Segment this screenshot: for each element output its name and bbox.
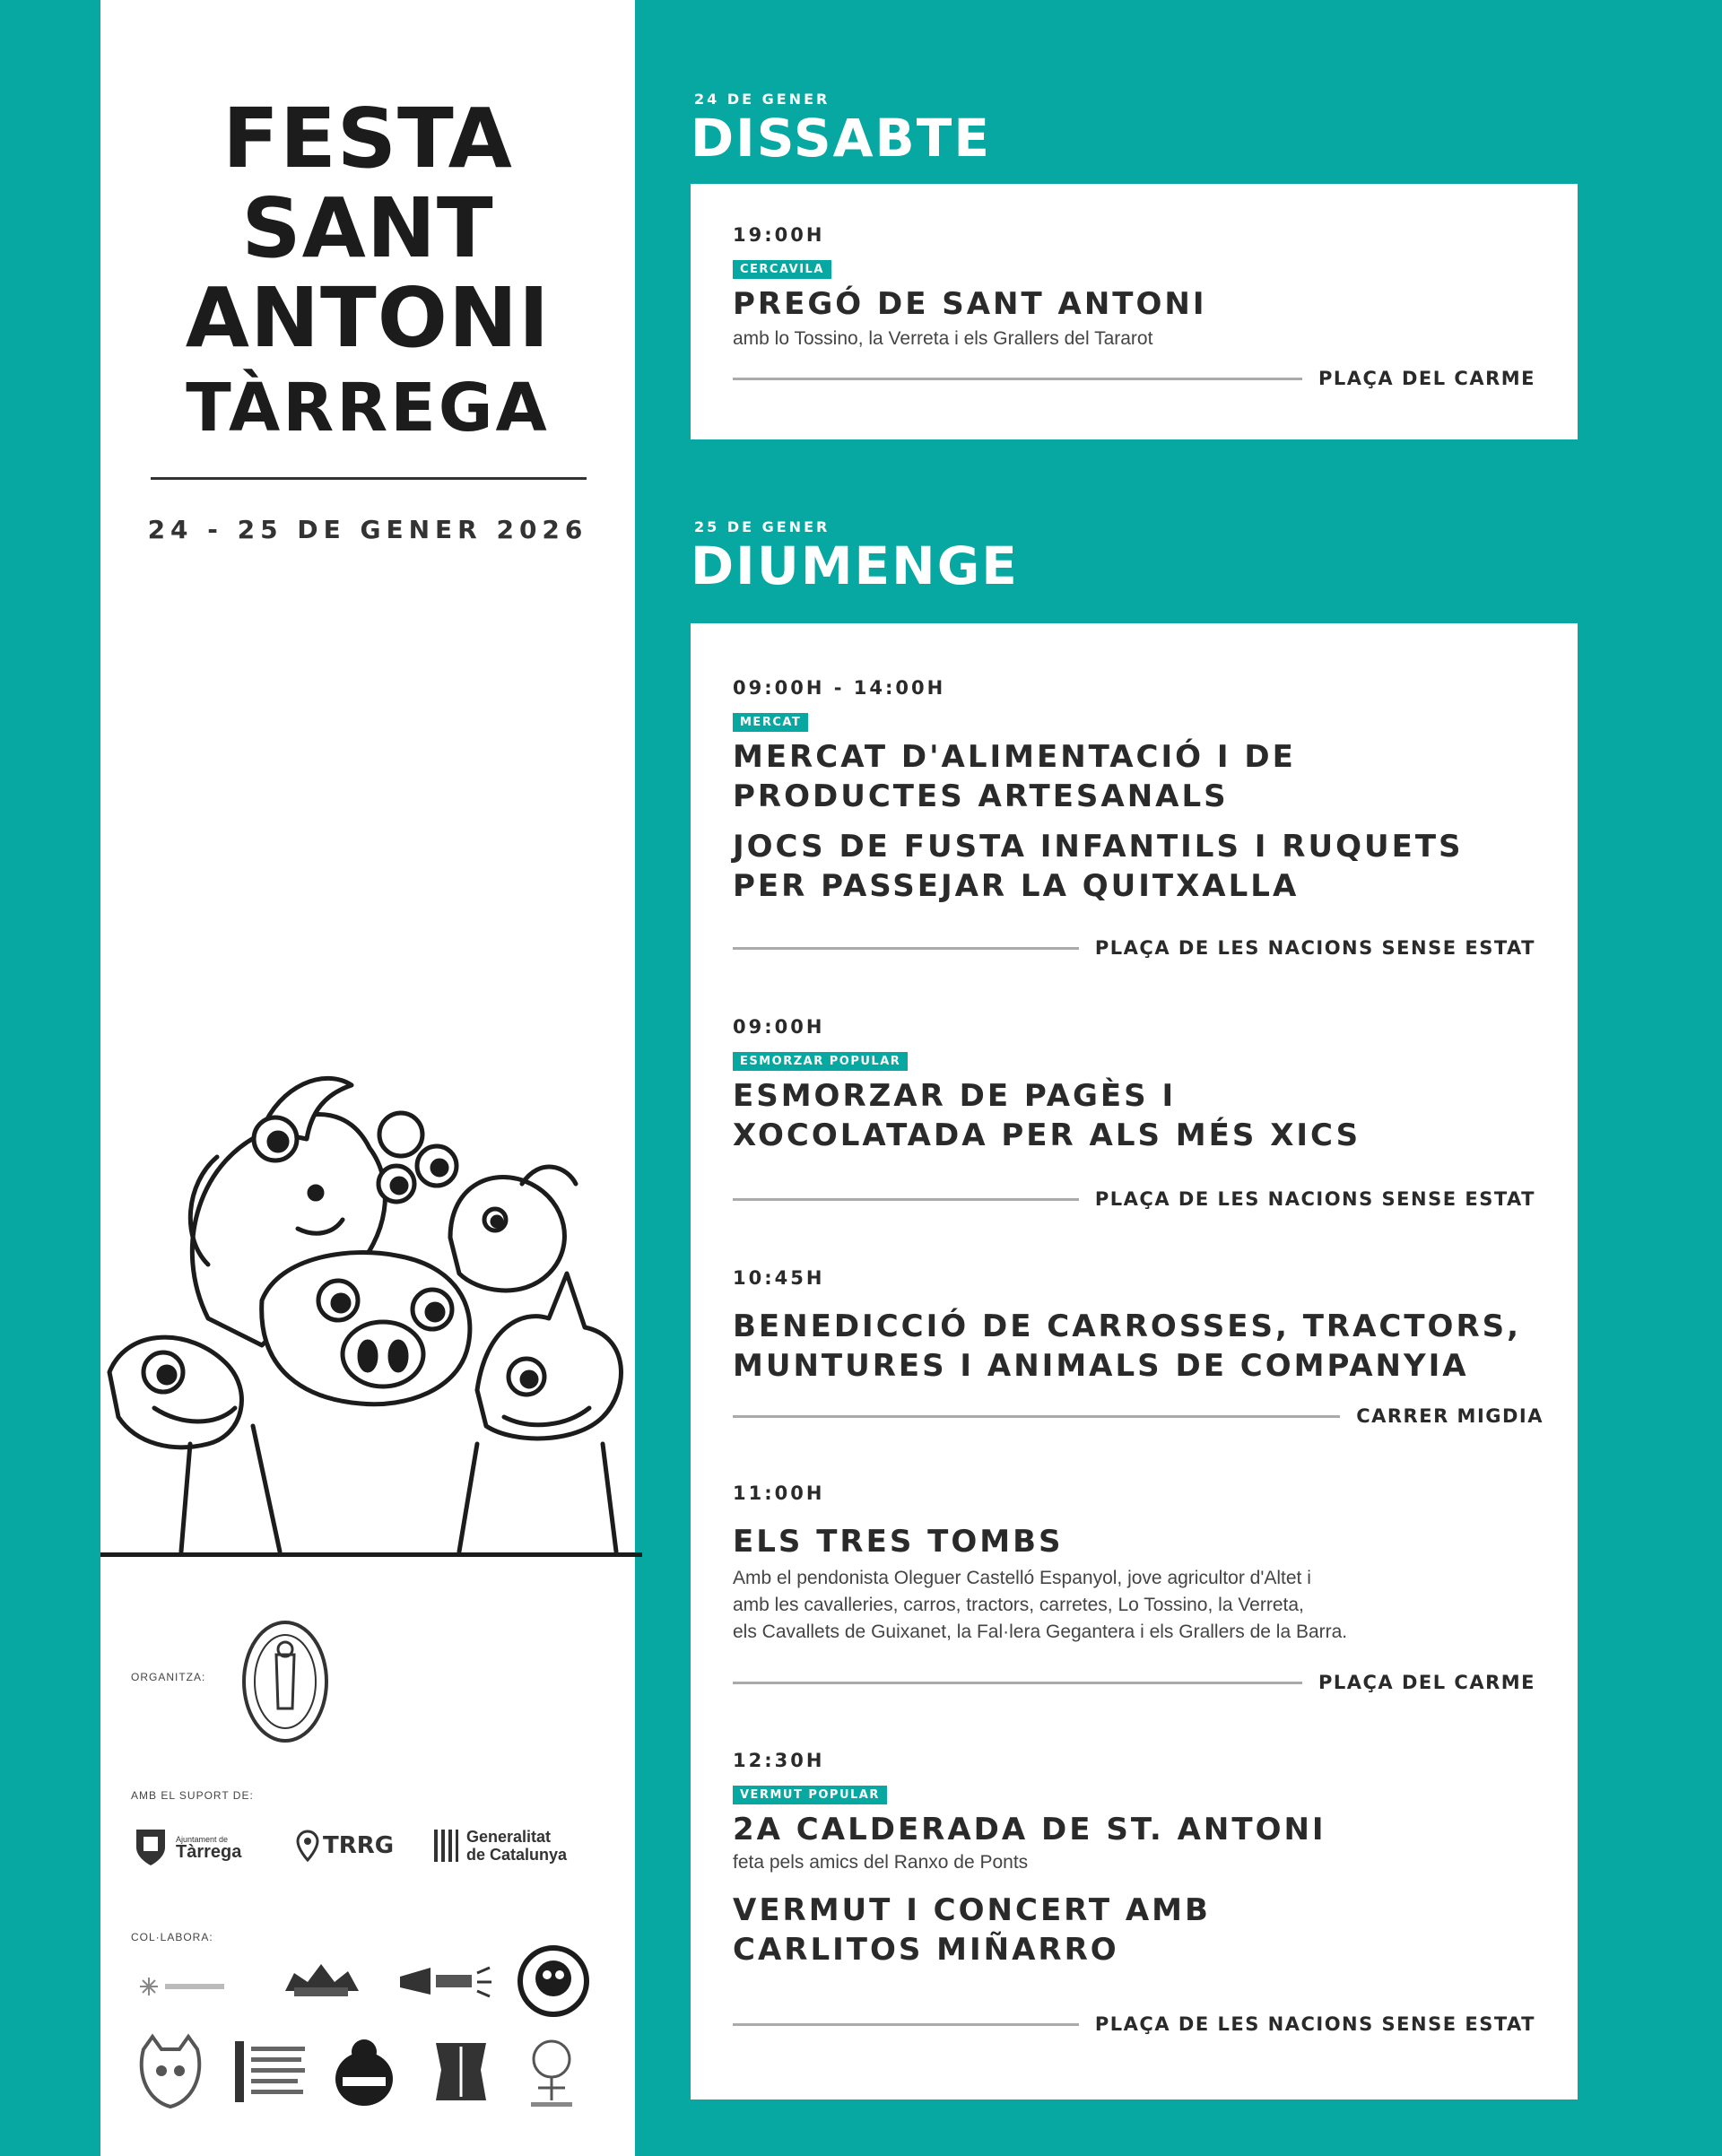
collaborator-logo-5: [135, 2031, 206, 2112]
event-location-row: [733, 2013, 1535, 2035]
ajuntament-tarrega-logo: [131, 1821, 265, 1871]
event-title-line: ESMORZAR DE PAGÈS I: [733, 1078, 1177, 1114]
generalitat-logo: [432, 1821, 594, 1871]
generalitat-line-1: Generalitat: [466, 1828, 552, 1846]
title-line-2: SANT: [241, 180, 494, 276]
illustration-ground-line: [100, 1552, 642, 1557]
event-subtitle: feta pels amics del Ranxo de Ponts: [733, 1852, 1029, 1873]
event-location-row: [733, 1672, 1535, 1693]
ajuntament-label: Ajuntament de: [176, 1835, 229, 1844]
collaborator-logo-8: [429, 2034, 493, 2109]
coat-of-arms-icon: [131, 1824, 170, 1867]
location-divider: [733, 1415, 1340, 1418]
collaborator-logo-3: [395, 1955, 498, 2009]
event-location: PLAÇA DE LES NACIONS SENSE ESTAT: [1094, 2013, 1535, 2035]
event-time: 12:30H: [733, 1750, 825, 1771]
event-time: 11:00H: [733, 1482, 825, 1504]
event-title-line: VERMUT I CONCERT AMB: [733, 1892, 1211, 1928]
suport-label: AMB EL SUPORT DE:: [131, 1789, 254, 1802]
event-time: 09:00H: [733, 1016, 825, 1038]
event-subtitle-line: Amb el pendonista Oleguer Castelló Espanyol, jove agricultor d'Altet i: [733, 1568, 1311, 1588]
event-location: PLAÇA DE LES NACIONS SENSE ESTAT: [1094, 937, 1535, 959]
collaborator-logo-7: [330, 2034, 398, 2109]
collaborator-logo-9: [520, 2034, 583, 2111]
event-time: 09:00H - 14:00H: [733, 677, 946, 699]
event-location: PLAÇA DEL CARME: [1318, 1672, 1535, 1693]
event-esmorzar: [733, 1016, 1535, 1155]
event-tres-tombs: [733, 1482, 1535, 1646]
title-line-1: FESTA: [222, 91, 513, 187]
day-1-card: [691, 184, 1578, 439]
event-location-row: [733, 368, 1535, 389]
event-tag: ESMORZAR POPULAR: [733, 1052, 908, 1071]
day-2-name: DIUMENGE: [691, 535, 1019, 596]
title-line-3: ANTONI: [185, 270, 551, 366]
event-time: 10:45H: [733, 1267, 825, 1289]
senyera-icon: [432, 1828, 459, 1864]
event-location: CARRER MIGDIA: [1356, 1405, 1544, 1427]
event-title-line: PRODUCTES ARTESANALS: [733, 778, 1229, 814]
event-title-line: BENEDICCIÓ DE CARROSSES, TRACTORS,: [733, 1308, 1522, 1344]
map-pin-icon: [296, 1830, 319, 1862]
event-tag: MERCAT: [733, 713, 808, 732]
event-title-line: PER PASSEJAR LA QUITXALLA: [733, 868, 1300, 904]
collabora-label: COL·LABORA:: [131, 1931, 213, 1943]
organitza-label: ORGANITZA:: [131, 1671, 206, 1683]
event-subtitle-line: amb les cavalleries, carros, tractors, carretes, Lo Tossino, la Verreta,: [733, 1595, 1304, 1615]
location-divider: [733, 2023, 1079, 2026]
event-subtitle: amb lo Tossino, la Verreta i els Grallers del Tararot: [733, 328, 1153, 349]
event-title-line: CARLITOS MIÑARRO: [733, 1932, 1119, 1968]
event-subtitle-line: els Cavallets de Guixanet, la Fal·lera Gegantera i els Grallers de la Barra.: [733, 1621, 1348, 1642]
collaborator-logo-4: [517, 1944, 590, 2018]
event-tag: VERMUT POPULAR: [733, 1786, 887, 1804]
event-location-row: [733, 1405, 1544, 1427]
event-title-line: JOCS DE FUSTA INFANTILS I RUQUETS: [733, 829, 1464, 865]
day-1-date: 24 DE GENER: [694, 91, 831, 108]
day-2-date: 25 DE GENER: [694, 518, 831, 535]
event-title-line: XOCOLATADA PER ALS MÉS XICS: [733, 1117, 1361, 1153]
location-divider: [733, 1198, 1079, 1201]
event-time: 19:00H: [733, 224, 825, 246]
location-divider: [733, 1682, 1302, 1684]
generalitat-line-2: de Catalunya: [466, 1846, 568, 1864]
festival-dates: 24 - 25 DE GENER 2026: [147, 515, 588, 544]
collaborator-logo-2: [276, 1955, 366, 2009]
confraria-seal-logo: [240, 1619, 330, 1744]
collaborator-logo-6: [231, 2036, 312, 2108]
event-tag: CERCAVILA: [733, 260, 831, 279]
location-divider: [733, 947, 1079, 950]
event-pregon: [733, 224, 1535, 352]
event-location: PLAÇA DEL CARME: [1318, 368, 1535, 389]
event-title-line: MERCAT D'ALIMENTACIÓ I DE: [733, 739, 1296, 775]
animals-illustration: [100, 1031, 639, 1560]
poster-title: [100, 91, 635, 453]
event-title-line: MUNTURES I ANIMALS DE COMPANYIA: [733, 1348, 1469, 1384]
event-title: 2A CALDERADA DE ST. ANTONI: [733, 1812, 1326, 1847]
event-title: ELS TRES TOMBS: [733, 1524, 1064, 1560]
title-divider: [151, 477, 587, 480]
collaborator-logo-1: [131, 1964, 230, 2009]
trrg-logo: [296, 1821, 404, 1871]
day-2-card: [691, 623, 1578, 2099]
event-location-row: [733, 1188, 1535, 1210]
ajuntament-name: Tàrrega: [176, 1842, 242, 1862]
day-1-name: DISSABTE: [691, 108, 991, 169]
event-benediccio: [733, 1267, 1535, 1386]
event-location: PLAÇA DE LES NACIONS SENSE ESTAT: [1094, 1188, 1535, 1210]
event-title: PREGÓ DE SANT ANTONI: [733, 286, 1207, 322]
trrg-text: TRRG: [323, 1832, 395, 1859]
location-divider: [733, 378, 1302, 380]
title-line-4: TÀRREGA: [186, 369, 550, 447]
event-calderada: [733, 1750, 1535, 1969]
event-mercat: [733, 677, 1535, 906]
event-location-row: [733, 937, 1535, 959]
